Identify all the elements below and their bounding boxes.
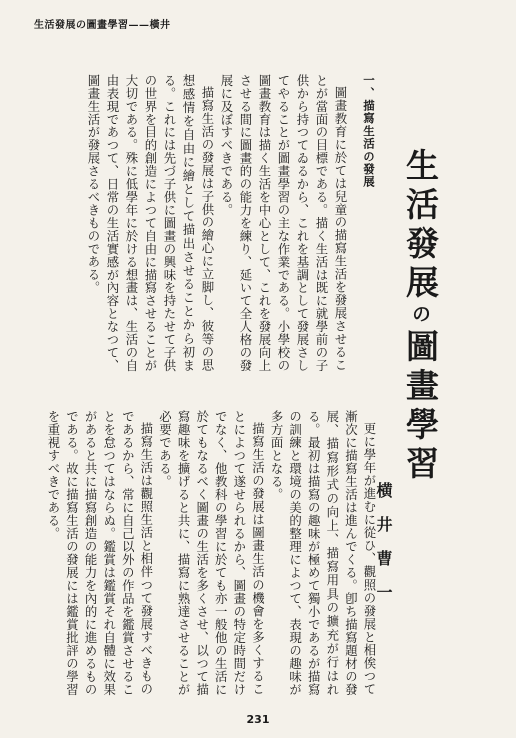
lower-text-block <box>45 410 378 696</box>
running-head: 生活發展の圖畫學習——橫井 <box>34 20 171 31</box>
title-part2: 圖畫學習 <box>401 329 440 485</box>
section-heading: 一、描寫生活の發展 <box>362 74 376 189</box>
author-name: 横井曹一 <box>374 482 393 618</box>
title-particle: の <box>409 304 431 329</box>
page-number: 231 <box>246 713 270 726</box>
paragraph: 描寫生活の發展は圖畫生活の機會を多くすることによつて遂せられるから、圖畫の特定時間だけでなく、他教科の學習に於ても亦一般他の生活に於てもなるべく圖畫の生活を多くさせ、以つて描寫趣味を擴げると共に、描寫に熟達させることが必要である。 <box>157 410 266 696</box>
title-part1: 生活發展 <box>401 148 440 304</box>
paragraph: 描寫生活は觀照生活と相伴つて發展すべきものであるから、常に自己以外の作品を鑑賞させることを怠つてはならぬ。鑑賞は鑑賞それ自體に效果があると共に描寫創造の能力を內的に進めるものである。故に描寫生活の發展には鑑賞批評の學習を重視すべきである。 <box>45 410 154 696</box>
article-title <box>398 148 442 485</box>
upper-text-block <box>58 74 378 372</box>
paragraph: 圖畫教育に於ては兒童の描寫生活を發展させることが當面の目標である。描く生活は既に就學前の子供から持つてゐるから、これを基調として發展さしてやることが圖畫學習の主な作業である。小學校の圖畫教育は描く生活を中心として、これを發展向上させる間に圖畫的の能力を練り、延いて全人格の發展に及ぼすべきである。 <box>219 74 348 372</box>
paragraph: 更に學年が進むに從ひ、觀照の發展と相俟つて漸次に描寫生活は進んでくる。卽ち描寫題材の發展、描寫形式の向上、描寫用具の擴充が行はれる。最初は描寫の趣味が極めて獨小であるが描寫の訓練と環境の美的整理によつて、表現の趣味が多方面となる。 <box>269 410 377 696</box>
paragraph: 描寫生活の發展は子供の繪心に立脚し、彼等の思想感情を自由に繪として描出させることから初まる。これには先づ子供に圖畫の興味を持たせて子供の世界を目的創造によつて自由に描寫させることが大切である。殊に低學年に於ける想畫は、生活の自由表現であつて、日常の生活實感が內容となつて、圖畫生活が發展さるべきものである。 <box>86 74 215 372</box>
